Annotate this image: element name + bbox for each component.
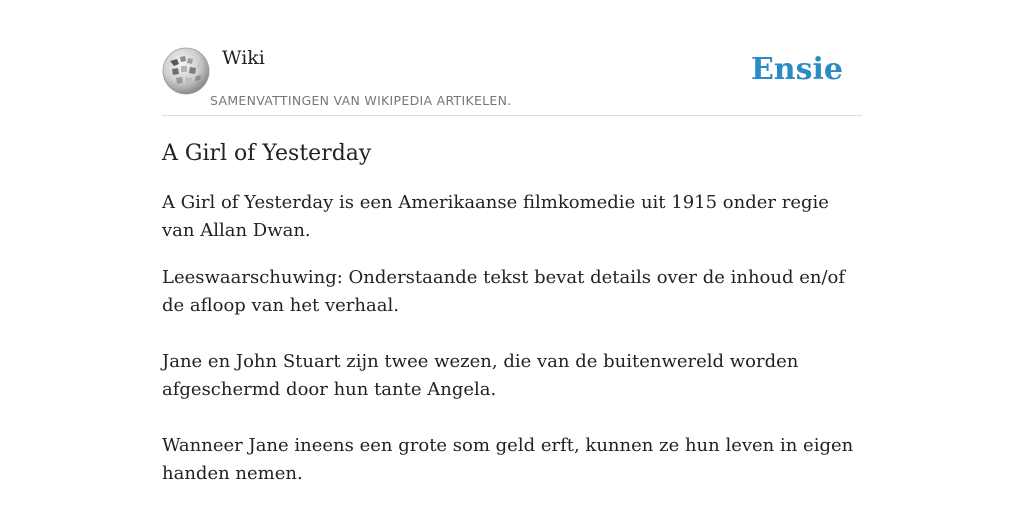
plot-paragraph: Wanneer Jane ineens een grote som geld erft, kunnen ze hun leven in eigen handen nemen.: [162, 435, 854, 484]
wikipedia-globe-icon[interactable]: [162, 47, 210, 95]
brand-logo-link[interactable]: Ensie: [750, 52, 843, 87]
article-content: [162, 138, 862, 488]
site-tagline: SAMENVATTINGEN VAN WIKIPEDIA ARTIKELEN.: [210, 93, 512, 108]
spoiler-warning: Leeswaarschuwing: Onderstaande tekst bevat details over de inhoud en/of de afloop van het verhaal.: [162, 267, 846, 316]
site-name[interactable]: Wiki: [222, 47, 265, 69]
article-intro: A Girl of Yesterday is een Amerikaanse filmkomedie uit 1915 onder regie van Allan Dwan.: [162, 192, 829, 241]
article-title: A Girl of Yesterday: [162, 141, 372, 166]
plot-paragraph: Jane en John Stuart zijn twee wezen, die van de buitenwereld worden afgeschermd door hun tante Angela.: [162, 351, 799, 400]
site-header: [162, 0, 862, 116]
